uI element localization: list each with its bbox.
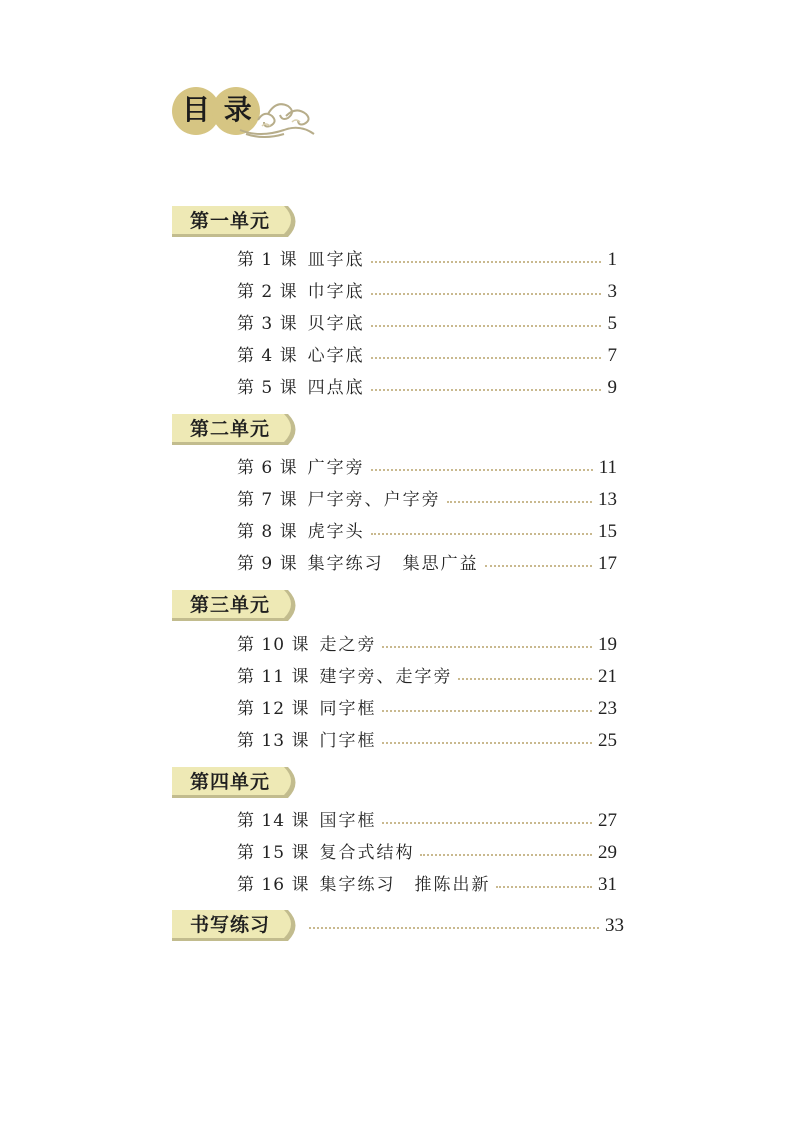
page-number: 33 <box>605 914 624 936</box>
lesson-title: 建字旁、走字旁 <box>319 667 453 687</box>
dot-leader <box>458 678 592 680</box>
unit-heading-1 <box>172 206 303 237</box>
lesson-title: 四点底 <box>307 378 365 398</box>
toc-entry-13[interactable] <box>237 728 617 754</box>
lesson-title: 走之旁 <box>319 635 377 655</box>
page-number: 5 <box>607 313 617 334</box>
dot-leader <box>382 822 592 824</box>
lesson-title: 尸字旁、户字旁 <box>307 490 441 510</box>
unit-heading-2 <box>172 414 303 445</box>
unit-label: 第三单元 <box>190 594 271 616</box>
toc-entry-1[interactable] <box>237 247 617 273</box>
lesson-number: 第 4 课 <box>237 346 298 366</box>
page-number: 29 <box>598 842 617 863</box>
lesson-number: 第 13 课 <box>237 731 310 751</box>
page-number: 7 <box>607 345 617 366</box>
page-number: 15 <box>598 521 617 542</box>
toc-entry-4[interactable] <box>237 343 617 369</box>
lesson-number: 第 7 课 <box>237 490 298 510</box>
toc-entry-14[interactable] <box>237 808 617 834</box>
dot-leader <box>371 357 601 359</box>
dot-leader <box>420 854 592 856</box>
toc-entry-15[interactable] <box>237 840 617 866</box>
dot-leader <box>485 565 592 567</box>
dot-leader <box>371 293 601 295</box>
toc-entry-7[interactable] <box>237 487 617 513</box>
page-title: 目 录 <box>182 93 254 126</box>
lesson-title: 门字框 <box>319 731 377 751</box>
dot-leader <box>382 710 592 712</box>
unit-label: 第二单元 <box>190 418 271 440</box>
lesson-number: 第 1 课 <box>237 250 298 270</box>
lesson-number: 第 14 课 <box>237 811 310 831</box>
toc-entry-10[interactable] <box>237 632 617 658</box>
lesson-title: 虎字头 <box>307 522 365 542</box>
unit-label: 书写练习 <box>190 914 271 936</box>
page-number: 19 <box>598 634 617 655</box>
unit-label: 第四单元 <box>190 771 271 793</box>
toc-entry-8[interactable] <box>237 519 617 545</box>
unit-heading-4 <box>172 767 303 798</box>
unit-label: 第一单元 <box>190 210 271 232</box>
lesson-number: 第 16 课 <box>237 875 310 895</box>
page-number: 1 <box>607 249 617 270</box>
lesson-title: 广字旁 <box>307 458 365 478</box>
lesson-title: 皿字底 <box>307 250 365 270</box>
page-number: 25 <box>598 730 617 751</box>
toc-entry-12[interactable] <box>237 696 617 722</box>
page-number: 11 <box>598 457 617 478</box>
lesson-number: 第 6 课 <box>237 458 298 478</box>
dot-leader <box>371 325 601 327</box>
lesson-number: 第 15 课 <box>237 843 310 863</box>
page-number: 3 <box>607 281 617 302</box>
toc-entry-9[interactable] <box>237 551 617 577</box>
dot-leader <box>309 927 599 929</box>
unit-heading-writing <box>172 910 303 941</box>
dot-leader <box>371 533 592 535</box>
toc-entry-2[interactable] <box>237 279 617 305</box>
dot-leader <box>382 742 592 744</box>
page-number: 13 <box>598 489 617 510</box>
toc-title <box>170 86 320 148</box>
unit-heading-3 <box>172 590 303 621</box>
toc-entry-16[interactable] <box>237 872 617 898</box>
dot-leader <box>371 389 601 391</box>
page-number: 23 <box>598 698 617 719</box>
lesson-number: 第 2 课 <box>237 282 298 302</box>
page-number: 21 <box>598 666 617 687</box>
toc-entry-11[interactable] <box>237 664 617 690</box>
lesson-number: 第 5 课 <box>237 378 298 398</box>
lesson-number: 第 3 课 <box>237 314 298 334</box>
page-number: 17 <box>598 553 617 574</box>
lesson-title: 贝字底 <box>307 314 365 334</box>
page-number: 9 <box>607 377 617 398</box>
lesson-number: 第 8 课 <box>237 522 298 542</box>
lesson-title: 巾字底 <box>307 282 365 302</box>
dot-leader <box>382 646 592 648</box>
dot-leader <box>371 469 593 471</box>
toc-entry-3[interactable] <box>237 311 617 337</box>
lesson-number: 第 11 课 <box>237 667 310 687</box>
lesson-number: 第 12 课 <box>237 699 310 719</box>
page-number: 27 <box>598 810 617 831</box>
lesson-title: 国字框 <box>319 811 377 831</box>
lesson-number: 第 10 课 <box>237 635 310 655</box>
lesson-title: 复合式结构 <box>319 843 415 863</box>
dot-leader <box>447 501 592 503</box>
lesson-title: 集字练习 推陈出新 <box>319 875 491 895</box>
toc-entry-6[interactable] <box>237 455 617 481</box>
dot-leader <box>371 261 601 263</box>
dot-leader <box>496 886 592 888</box>
lesson-title: 同字框 <box>319 699 377 719</box>
lesson-title: 心字底 <box>307 346 365 366</box>
toc-entry-writing-practice[interactable] <box>172 910 624 941</box>
lesson-title: 集字练习 集思广益 <box>307 554 479 574</box>
toc-entry-5[interactable] <box>237 375 617 401</box>
lesson-number: 第 9 课 <box>237 554 298 574</box>
page-number: 31 <box>598 874 617 895</box>
